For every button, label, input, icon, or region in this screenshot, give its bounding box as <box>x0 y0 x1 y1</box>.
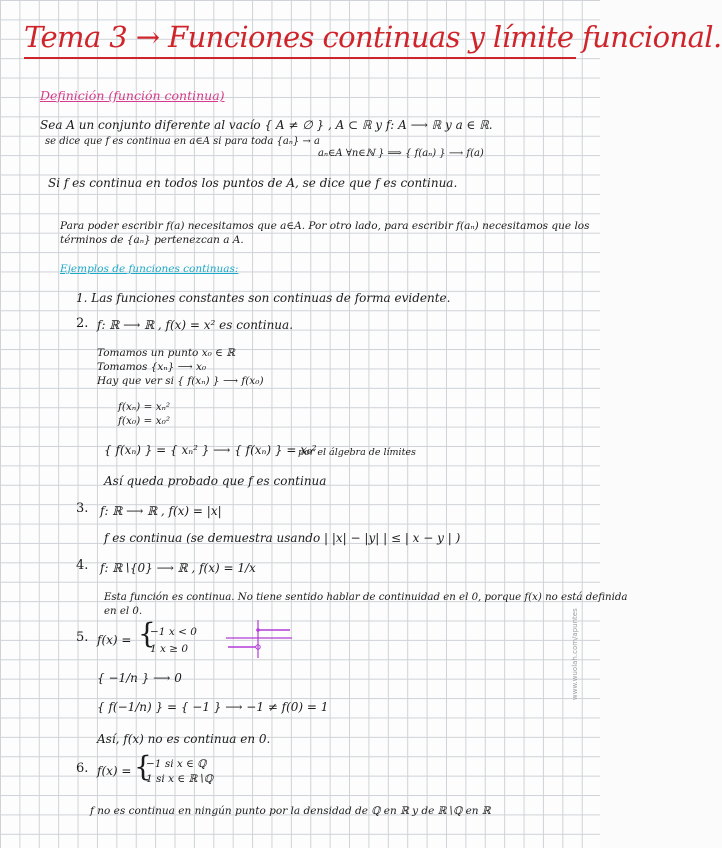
example-4-number: 4. <box>76 558 89 573</box>
definition-line-5: Para poder escribir f(a) necesitamos que a∈A. Por otro lado, para escribir f(aₙ) necesitamos que los <box>60 220 590 232</box>
example-3-note: f es continua (se demuestra usando | |x| − |y| | ≤ | x − y | ) <box>104 531 461 545</box>
definition-line-2: se dice que f es continua en a∈A si para toda {aₙ} → a <box>45 136 320 147</box>
example-4-note-1: Esta función es continua. No tiene sentido hablar de continuidad en el 0, porque f(x) no está definida <box>104 592 628 603</box>
example-5-function: f(x) = <box>97 633 132 647</box>
example-6-case-2: 1 si x ∈ ℝ∖ℚ <box>146 773 214 785</box>
example-6-function: f(x) = <box>97 764 132 778</box>
watermark: www.wuolah.com/apuntes <box>571 608 579 700</box>
title-underline <box>24 57 576 59</box>
example-4-statement: f: ℝ∖{0} ⟶ ℝ , f(x) = 1/x <box>100 561 256 575</box>
example-6-conclusion: f no es continua en ningún punto por la densidad de ℚ en ℝ y de ℝ∖ℚ en ℝ <box>90 805 491 817</box>
example-3-number: 3. <box>76 501 89 516</box>
example-6-brace: { <box>134 750 152 783</box>
definition-line-6: términos de {aₙ} pertenezcan a A. <box>60 234 244 246</box>
example-2-statement: f: ℝ ⟶ ℝ , f(x) = x² es continua. <box>97 318 294 332</box>
example-5-conclusion: Así, f(x) no es continua en 0. <box>97 732 271 746</box>
example-2-note: por el álgebra de límites <box>298 447 416 458</box>
example-2-step-e: f(x₀) = x₀² <box>118 415 171 427</box>
graph-closed-point <box>256 628 260 632</box>
example-2-step-d: f(xₙ) = xₙ² <box>118 401 171 413</box>
example-5-number: 5. <box>76 630 89 645</box>
example-3-statement: f: ℝ ⟶ ℝ , f(x) = |x| <box>100 504 222 518</box>
example-4-note-2: en el 0. <box>104 606 143 617</box>
example-2-step-c: Hay que ver si { f(xₙ) } ⟶ f(x₀) <box>97 375 264 387</box>
example-6-number: 6. <box>76 761 89 776</box>
step-function-graph <box>222 618 296 660</box>
example-1: 1. Las funciones constantes son continuas de forma evidente. <box>76 291 451 305</box>
example-2-step-b: Tomamos {xₙ} ⟶ x₀ <box>97 361 207 373</box>
example-2-number: 2. <box>76 316 89 331</box>
definition-line-1: Sea A un conjunto diferente al vacío { A ≠ ∅ } , A ⊂ ℝ y f: A ⟶ ℝ y a ∈ ℝ. <box>40 118 493 132</box>
example-5-step-a: { −1/n } ⟶ 0 <box>97 671 182 685</box>
definition-heading: Definición (función continua) <box>40 88 225 103</box>
examples-heading: Ejemplos de funciones continuas: <box>60 263 239 275</box>
definition-line-4: Si f es continua en todos los puntos de A, se dice que f es continua. <box>48 176 458 190</box>
example-5-step-b: { f(−1/n) } = { −1 } ⟶ −1 ≠ f(0) = 1 <box>97 700 329 714</box>
example-5-case-2: 1 x ≥ 0 <box>150 643 189 655</box>
example-2-conclusion: Así queda probado que f es continua <box>104 474 327 488</box>
example-6-case-1: −1 si x ∈ ℚ <box>146 758 207 770</box>
example-2-step-f: { f(xₙ) } = { xₙ² } ⟶ { f(xₙ) } = x₀² <box>104 443 317 457</box>
example-2-step-a: Tomamos un punto x₀ ∈ ℝ <box>97 347 236 359</box>
definition-line-3: aₙ∈A ∀n∈ℕ } ⟹ { f(aₙ) } ⟶ f(a) <box>318 148 484 159</box>
example-5-brace: { <box>138 617 156 650</box>
page-title: Tema 3 → Funciones continuas y límite funcional. <box>24 20 722 54</box>
example-5-case-1: −1 x < 0 <box>150 626 197 638</box>
